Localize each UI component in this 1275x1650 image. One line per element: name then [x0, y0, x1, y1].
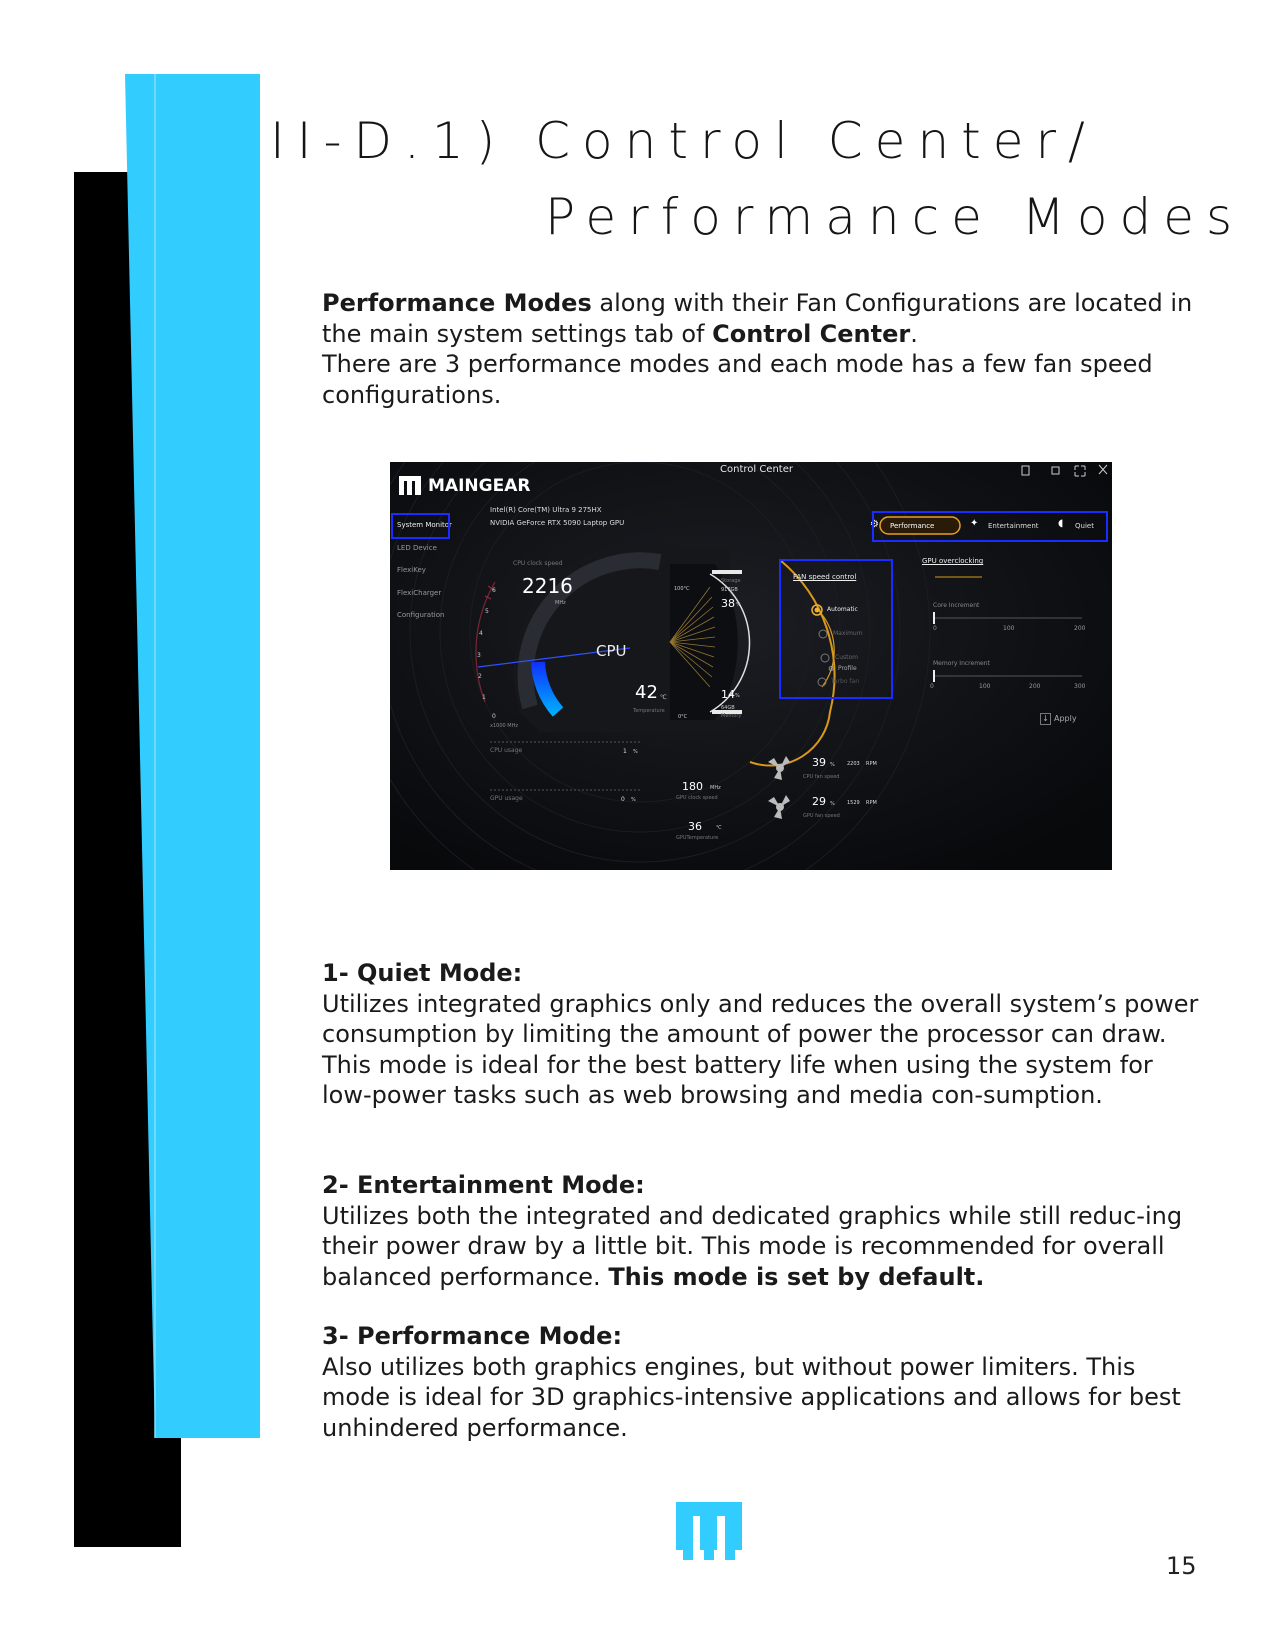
entertainment-mode-section [322, 1170, 1202, 1292]
gauge-tick: 2 [478, 673, 482, 680]
gauge-tick: 4 [479, 630, 483, 637]
fan-option-profile[interactable]: Profile [838, 665, 857, 672]
gauge-tick: 5 [485, 608, 489, 615]
memory-value: 14 [721, 688, 735, 701]
fan-control-highlight [779, 559, 893, 699]
gear-icon: ⚙ [828, 665, 835, 673]
temperature-max: 100°C [674, 586, 690, 592]
cpu-clock-label: CPU clock speed [513, 560, 563, 567]
quiet-mode-title: 1- Quiet Mode: [322, 959, 523, 987]
gauge-unit: x1000 MHz [490, 723, 518, 729]
cpu-fan-rpm: 2203 [847, 761, 860, 767]
quiet-mode-body: Utilizes integrated graphics only and reduces the overall system’s power consumption by limiting the amount of power the processor can draw. This mode is ideal for the best battery life when using the system for low-power tasks such as web browsing and media con-sumption. [322, 989, 1199, 1109]
core-tick: 200 [1074, 625, 1086, 632]
gpu-temp-unit: ℃ [716, 825, 722, 831]
fan-option-turbo[interactable]: Turbo fan [831, 678, 860, 685]
intro-text: Performance Modes along with their Fan Configurations are located in the main system settings tab of Control Center. There are 3 performance modes and each mode has a few fan speed configurations. [322, 289, 1193, 409]
gpu-clock-unit: MHz [710, 785, 721, 791]
memory-size: 64GB [721, 705, 735, 711]
sidebar-item-configuration[interactable]: Configuration [397, 611, 445, 619]
entertainment-mode-body: Utilizes both the integrated and dedicated graphics while still reduc-ing their power draw by a little bit. This mode is recommended for overall balanced performance. This mode is set by default. [322, 1201, 1183, 1291]
memory-tick: 200 [1029, 683, 1041, 690]
cpu-label: CPU [596, 642, 627, 660]
gpu-fan-percent: 29 [812, 795, 826, 808]
gpu-clock-label: GPU clock speed [676, 795, 718, 801]
cpu-fan-label: CPU fan speed [803, 774, 840, 780]
brand-name: MAINGEAR [428, 476, 531, 496]
cpu-clock-value: 2216 [522, 574, 573, 598]
sidebar-item-flexicharger[interactable]: FlexiCharger [397, 589, 442, 597]
cpu-usage-unit: % [633, 749, 638, 755]
side-decoration [0, 0, 270, 1650]
memory-increment-label: Memory Increment [933, 660, 990, 667]
temperature-min: 0°C [678, 714, 688, 720]
sparkle-icon: ✦ [970, 518, 979, 529]
mode-entertainment-button[interactable]: Entertainment [988, 522, 1039, 530]
cpu-fan-percent: 39 [812, 756, 826, 769]
performance-mode-section [322, 1321, 1202, 1443]
gauge-tick: 1 [482, 694, 486, 701]
storage-unit: % [736, 602, 741, 608]
sidebar-item-system-monitor[interactable]: System Monitor [397, 521, 452, 529]
page-title-line2: Performance Modes [545, 188, 1245, 246]
gauge-tick: 0 [492, 713, 496, 720]
gpu-usage-unit: % [631, 797, 636, 803]
page-title-line1: II-D.1) Control Center/ [270, 112, 1097, 170]
gpu-fan-rpm-unit: RPM [866, 800, 877, 806]
gpu-usage-value: 0 [621, 796, 625, 803]
modes-highlight [872, 511, 1108, 542]
cpu-usage-label: CPU usage [490, 747, 523, 754]
memory-tick: 300 [1074, 683, 1086, 690]
cpu-name: Intel(R) Core(TM) Ultra 9 275HX [490, 506, 602, 514]
gpu-fan-label: GPU fan speed [803, 813, 840, 819]
temperature-value: 42 [635, 682, 658, 703]
gpu-clock-value: 180 [682, 780, 703, 793]
performance-mode-title: 3- Performance Mode: [322, 1322, 623, 1350]
sidebar-item-flexikey[interactable]: FlexiKey [397, 566, 426, 574]
system-monitor-highlight [391, 513, 450, 539]
fan-option-maximum[interactable]: Maximum [833, 630, 863, 637]
control-center-screenshot [390, 462, 1112, 870]
maingear-logo [676, 1502, 742, 1568]
performance-icon: ⚙ [870, 519, 879, 530]
memory-label: Memory [721, 713, 742, 719]
fan-option-automatic[interactable]: Automatic [827, 606, 858, 613]
storage-value: 38 [721, 597, 735, 610]
storage-size: 917GB [721, 587, 738, 593]
page-number: 15 [1166, 1552, 1197, 1580]
core-tick: 0 [933, 625, 937, 632]
download-icon: ↓ [1040, 713, 1051, 725]
gpu-overclocking-label: GPU overclocking [922, 557, 984, 565]
gauge-tick: 3 [477, 652, 481, 659]
storage-label: Storage [721, 578, 741, 584]
apply-button[interactable]: Apply [1054, 714, 1077, 723]
memory-tick: 100 [979, 683, 991, 690]
quiet-mode-section [322, 958, 1202, 1111]
sidebar-item-led-device[interactable]: LED Device [397, 544, 437, 552]
temperature-unit: ℃ [660, 694, 667, 701]
mode-performance-button[interactable]: Performance [890, 522, 935, 530]
cpu-fan-rpm-unit: RPM [866, 761, 877, 767]
mode-quiet-button[interactable]: Quiet [1075, 522, 1094, 530]
gpu-fan-percent-unit: % [830, 801, 835, 807]
memory-unit: % [735, 693, 740, 699]
gpu-temp-value: 36 [688, 820, 702, 833]
temperature-label: Temperature [633, 708, 665, 714]
entertainment-mode-title: 2- Entertainment Mode: [322, 1171, 645, 1199]
gpu-temp-label: GPUTemperature [676, 835, 719, 841]
gauge-tick: 6 [492, 587, 496, 594]
fan-option-custom[interactable]: Custom [835, 654, 858, 661]
core-increment-label: Core Increment [933, 602, 980, 609]
gpu-fan-rpm: 1529 [847, 800, 860, 806]
cpu-fan-percent-unit: % [830, 762, 835, 768]
gpu-name: NVIDIA GeForce RTX 5090 Laptop GPU [490, 519, 625, 527]
performance-mode-body: Also utilizes both graphics engines, but without power limiters. This mode is ideal for 3D graphics-intensive applications and allows for best unhindered performance. [322, 1352, 1181, 1442]
memory-tick: 0 [930, 683, 934, 690]
quiet-icon: ◖ [1058, 518, 1064, 529]
cpu-usage-value: 1 [623, 748, 627, 755]
window-title: Control Center [720, 464, 793, 475]
gpu-usage-label: GPU usage [490, 795, 523, 802]
fan-control-label: FAN speed control [793, 573, 857, 581]
core-tick: 100 [1003, 625, 1015, 632]
cpu-clock-unit: MHz [555, 600, 566, 606]
